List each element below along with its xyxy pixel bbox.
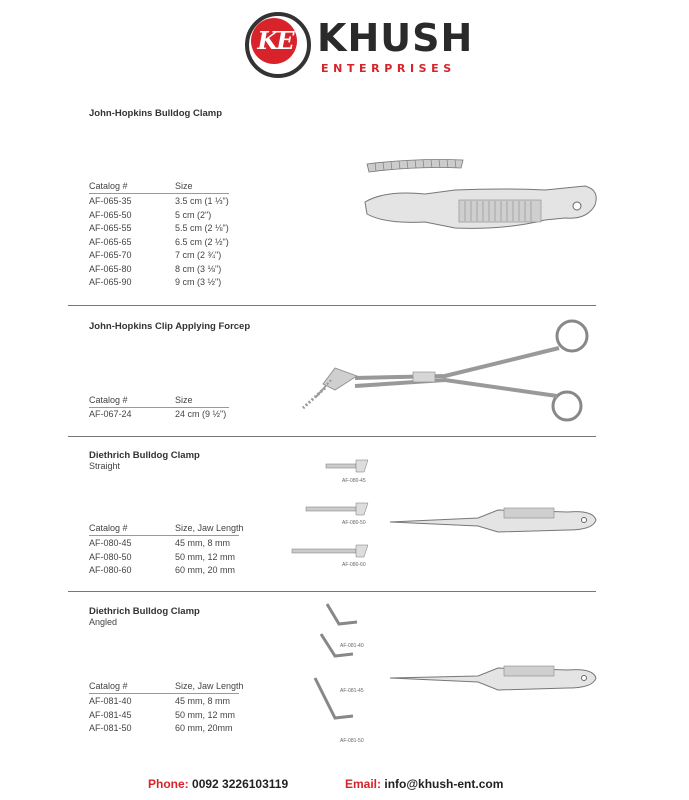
section-title: Diethrich Bulldog Clamp <box>89 606 200 617</box>
table-header-rule <box>89 535 239 536</box>
image-label: AF-080-50 <box>342 520 366 526</box>
brand-name: KHUSH <box>317 16 474 60</box>
table-row: AF-081-50 60 mm, 20mm <box>89 723 233 733</box>
section-title: John-Hopkins Bulldog Clamp <box>89 108 222 119</box>
image-label: AF-080-60 <box>342 562 366 568</box>
table-row: AF-065-90 9 cm (3 ½") <box>89 277 222 287</box>
column-header-catalog: Catalog # <box>89 523 128 533</box>
image-label: AF-080-45 <box>342 478 366 484</box>
table-row: AF-065-35 3.5 cm (1 ⅓") <box>89 196 229 206</box>
table-row: AF-080-50 50 mm, 12 mm <box>89 551 236 562</box>
table-row: AF-080-45 45 mm, 8 mm <box>89 538 231 548</box>
table-header-rule <box>89 693 239 694</box>
table-row: AF-080-60 60 mm, 20 mm <box>89 565 236 575</box>
column-header-size: Size <box>175 181 193 191</box>
phone-label: Phone: <box>148 777 189 791</box>
image-label: AF-081-40 <box>340 643 364 649</box>
section-subtitle: Angled <box>89 617 118 627</box>
logo-letters: KE <box>257 26 293 55</box>
column-header-size: Size <box>175 395 193 405</box>
footer-email <box>345 777 503 791</box>
column-header-catalog: Catalog # <box>89 395 128 405</box>
phone-number: 0092 3226103119 <box>192 777 289 791</box>
clip-applying-forcep-illustration <box>295 318 600 423</box>
column-header-size: Size, Jaw Length <box>175 681 244 691</box>
section-title: Diethrich Bulldog Clamp <box>89 450 200 461</box>
table-row: AF-065-55 5.5 cm (2 ⅛") <box>89 223 229 233</box>
section-divider <box>68 436 596 437</box>
section-subtitle: Straight <box>89 461 121 471</box>
section-title: John-Hopkins Clip Applying Forcep <box>89 321 251 332</box>
angled-bulldog-clamp-illustration <box>388 658 603 700</box>
table-row: AF-065-50 5 cm (2") <box>89 209 212 220</box>
company-logo <box>245 12 474 82</box>
section-divider <box>68 305 596 306</box>
image-label: AF-081-50 <box>340 738 364 744</box>
table-row: AF-067-24 24 cm (9 ½") <box>89 409 227 419</box>
column-header-catalog: Catalog # <box>89 181 128 191</box>
table-row: AF-065-80 8 cm (3 ⅛") <box>89 263 222 274</box>
bulldog-clamp-illustration <box>355 150 605 240</box>
table-header-rule <box>89 193 229 194</box>
catalog-table <box>89 195 239 290</box>
table-row: AF-081-40 45 mm, 8 mm <box>89 696 231 706</box>
straight-jaw-inserts-illustration <box>288 458 378 573</box>
straight-bulldog-clamp-illustration <box>388 500 603 542</box>
email-address: info@khush-ent.com <box>384 777 504 791</box>
column-header-size: Size, Jaw Length <box>175 523 244 533</box>
brand-tagline: ENTERPRISES <box>321 62 456 75</box>
table-row: AF-065-65 6.5 cm (2 ½") <box>89 236 229 247</box>
email-label: Email: <box>345 777 382 791</box>
catalog-table <box>89 695 249 736</box>
column-header-catalog: Catalog # <box>89 681 128 691</box>
table-row: AF-065-70 7 cm (2 ¾") <box>89 250 222 260</box>
table-row: AF-081-45 50 mm, 12 mm <box>89 709 236 720</box>
footer-phone <box>148 777 288 791</box>
image-label: AF-081-45 <box>340 688 364 694</box>
catalog-table <box>89 537 249 578</box>
section-divider <box>68 591 596 592</box>
angled-jaw-inserts-illustration <box>305 600 375 740</box>
